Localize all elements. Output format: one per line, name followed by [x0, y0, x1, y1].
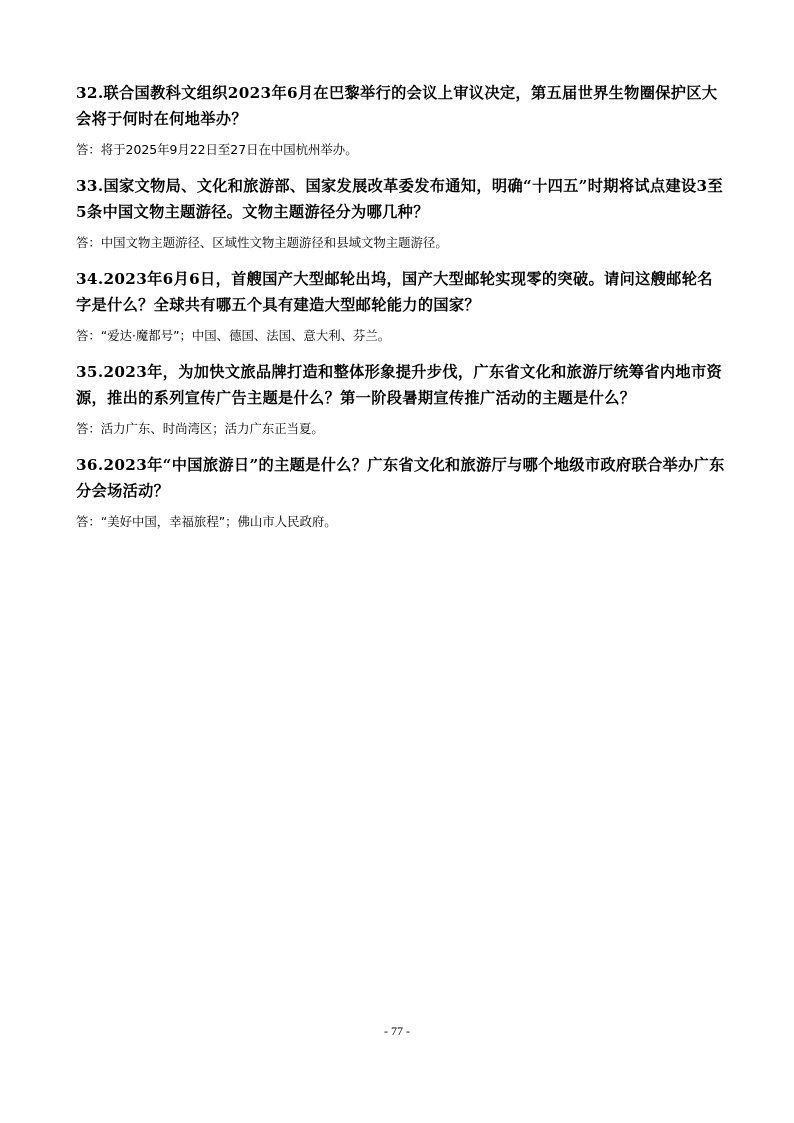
question-35: 35.2023年，为加快文旅品牌打造和整体形象提升步伐，广东省文化和旅游厅统筹省内地市资源，推出的系列宣传广告主题是什么？第一阶段暑期宣传推广活动的主题是什么？ — [76, 363, 723, 407]
document-body — [76, 80, 726, 545]
answer-34: 答：“爱达·魔都号”；中国、德国、法国、意大利、芬兰。 — [76, 328, 391, 343]
answer-33: 答：中国文物主题游径、区域性文物主题游径和县域文物主题游径。 — [76, 235, 448, 250]
qa-item-35 — [76, 359, 726, 438]
answer-35: 答：活力广东、时尚湾区；活力广东正当夏。 — [76, 421, 324, 436]
page-number: - 77 - — [384, 1024, 410, 1038]
qa-item-36 — [76, 452, 726, 531]
question-34: 34.2023年6月6日，首艘国产大型邮轮出坞，国产大型邮轮实现零的突破。请问这艘邮轮名字是什么？全球共有哪五个具有建造大型邮轮能力的国家？ — [76, 270, 713, 314]
answer-36: 答：“美好中国，幸福旅程”；佛山市人民政府。 — [76, 514, 337, 529]
question-33: 33.国家文物局、文化和旅游部、国家发展改革委发布通知，明确“十四五”时期将试点建设3至5条中国文物主题游径。文物主题游径分为哪几种？ — [76, 177, 723, 221]
qa-item-33 — [76, 173, 726, 252]
qa-item-32 — [76, 80, 726, 159]
qa-item-34 — [76, 266, 726, 345]
question-32: 32.联合国教科文组织2023年6月在巴黎举行的会议上审议决定，第五届世界生物圈保护区大会将于何时在何地举办？ — [76, 84, 718, 128]
answer-32: 答：将于2025年9月22日至27日在中国杭州举办。 — [76, 142, 358, 157]
question-36: 36.2023年“中国旅游日”的主题是什么？广东省文化和旅游厅与哪个地级市政府联合举办广东分会场活动？ — [76, 456, 725, 500]
